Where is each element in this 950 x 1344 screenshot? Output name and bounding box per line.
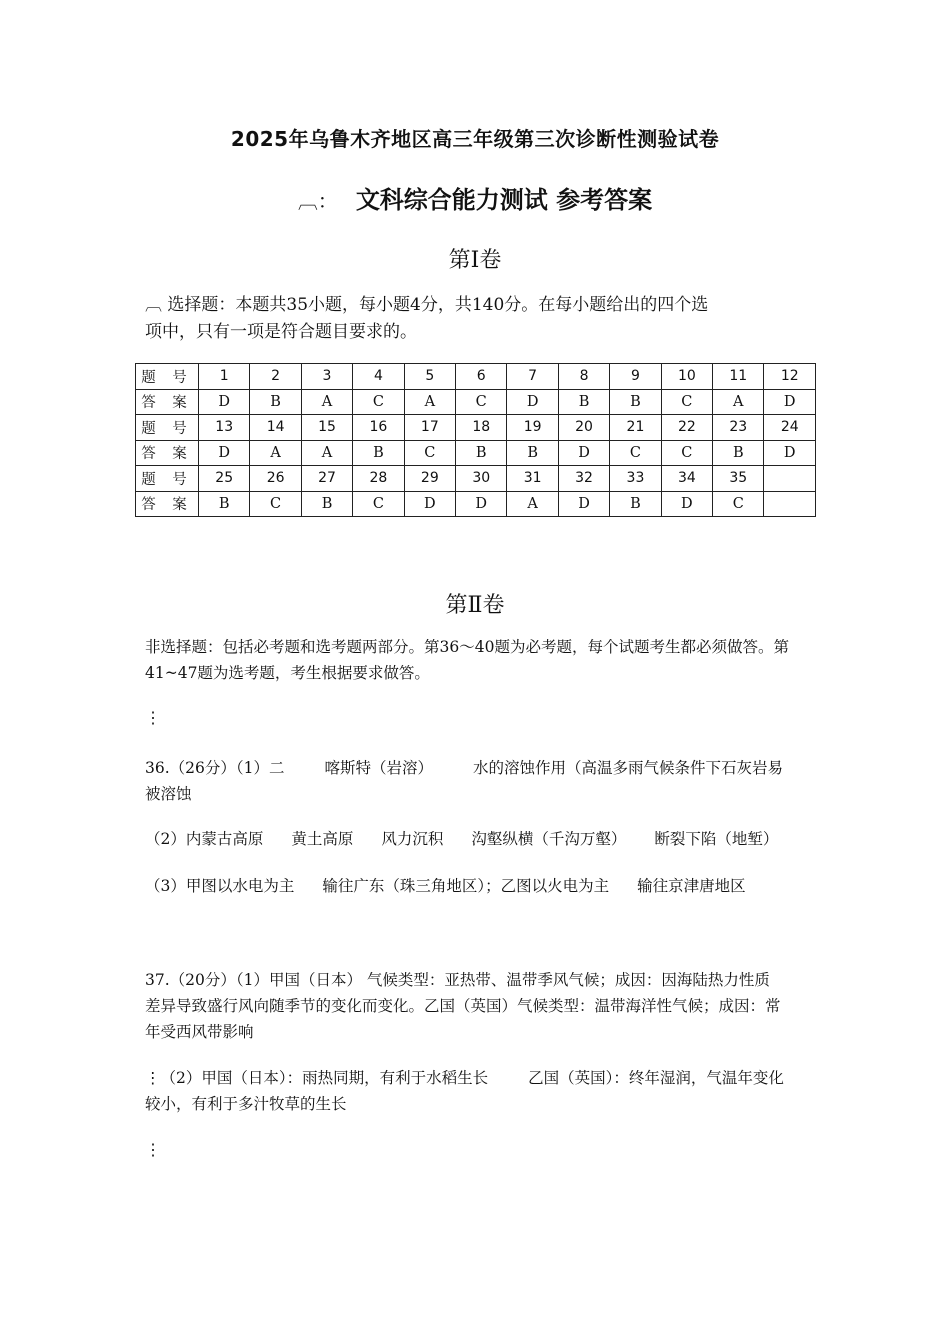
table-row [136,440,816,466]
answer-cell: D [764,389,816,415]
q36-part1-b: 喀斯特（岩溶） [324,759,434,777]
answer-cell: A [250,440,301,466]
answer-cell: C [661,389,712,415]
answer-cell: A [301,389,352,415]
question-number: 24 [764,415,816,441]
q36-part3-item: 输往广东（珠三角地区）；乙图以火电为主 [322,877,610,895]
answer-cell: C [404,440,455,466]
q36-part2 [145,826,805,852]
question-number: 22 [661,415,712,441]
table-row [136,466,816,492]
question-number: 17 [404,415,455,441]
question-number: 8 [558,364,609,390]
question-number: 18 [456,415,507,441]
question-label: 题 号 [136,364,199,390]
answer-cell: A [713,389,764,415]
q36-part3-item: 输往京津唐地区 [637,877,746,895]
ellipsis-mark: ⋮ [145,1140,161,1159]
part1-intro [145,292,805,346]
question-number: 19 [507,415,558,441]
q37-line3: 年受西风带影响 [145,1023,254,1041]
answer-cell: B [610,491,661,517]
answer-cell: C [610,440,661,466]
question-number: 6 [456,364,507,390]
question-number: 31 [507,466,558,492]
q36-part3 [145,873,805,899]
ellipsis-mark: ⋮ [145,708,161,727]
q37-part2 [145,1065,805,1117]
question-number: 32 [558,466,609,492]
question-number: 21 [610,415,661,441]
question-label: 题 号 [136,415,199,441]
question-number: 12 [764,364,816,390]
question-number: 13 [199,415,250,441]
question-number: 26 [250,466,301,492]
question-number: 16 [353,415,404,441]
answer-cell: C [661,440,712,466]
answer-cell: B [507,440,558,466]
answer-label: 答 案 [136,491,199,517]
answer-cell: B [558,389,609,415]
q36-answer [145,755,805,807]
table-row [136,389,816,415]
q37-part2-b: 乙国（英国）：终年湿润，气温年变化 [528,1069,784,1087]
answer-cell: D [456,491,507,517]
question-number: 14 [250,415,301,441]
question-number: 3 [301,364,352,390]
q37-line2: 差异导致盛行风向随季节的变化而变化。乙国（英国）气候类型：温带海洋性气候；成因：常 [145,997,781,1015]
question-number: 34 [661,466,712,492]
answer-table [135,363,816,517]
answer-cell: D [199,440,250,466]
answer-cell: A [301,440,352,466]
question-number: 1 [199,364,250,390]
q37-part2-line1 [145,1065,805,1091]
answer-cell: C [713,491,764,517]
question-number: 4 [353,364,404,390]
q37-line1: 37.（20分）（1）甲国（日本） 气候类型：亚热带、温带季风气候；成因：因海陆热力性质 [145,971,770,989]
q36-line1 [145,755,805,781]
part1-heading: 第Ⅰ卷 [448,248,502,273]
answer-cell: B [456,440,507,466]
q36-part2-item: 沟壑纵横（千沟万壑） [471,830,627,848]
q36-part2-item: 风力沉积 [381,830,444,848]
question-number: 15 [301,415,352,441]
answer-cell: D [507,389,558,415]
q36-part2-item: 黄土高原 [291,830,354,848]
q36-part2-item: 断裂下陷（地堑） [654,830,779,848]
answer-cell: C [250,491,301,517]
subtitle-text: 文科综合能力测试 参考答案 [355,186,653,214]
answer-cell: D [764,440,816,466]
question-number [764,466,816,492]
question-number: 20 [558,415,609,441]
q36-line2: 被溶蚀 [145,785,192,803]
part2-intro-line1: 非选择题：包括必考题和选考题两部分。第36～40题为必考题，每个试题考生都必须做答。第 [145,638,789,656]
answer-cell: D [558,440,609,466]
answer-cell: D [558,491,609,517]
answer-label: 答 案 [136,389,199,415]
answer-label: 答 案 [136,440,199,466]
question-number: 35 [713,466,764,492]
question-number: 28 [353,466,404,492]
exam-title: 2025年乌鲁木齐地区高三年级第三次诊断性测验试卷 [230,127,720,151]
part1-intro-line2: 项中，只有一项是符合题目要求的。 [145,322,417,342]
question-number: 30 [456,466,507,492]
q36-part1-a: 36.（26分）（1）二 [145,759,285,777]
question-number: 25 [199,466,250,492]
answer-cell: C [456,389,507,415]
question-label: 题 号 [136,466,199,492]
answer-cell: B [199,491,250,517]
answer-cell [764,491,816,517]
answer-cell: B [250,389,301,415]
q37-part2-line2: 较小，有利于多汁牧草的生长 [145,1095,347,1113]
question-number: 7 [507,364,558,390]
answer-cell: D [199,389,250,415]
part2-intro [145,634,805,686]
q36-part2-item: （2）内蒙古高原 [145,830,264,848]
answer-subtitle [0,180,950,215]
question-number: 27 [301,466,352,492]
answer-cell: C [353,389,404,415]
answer-cell: C [353,491,404,517]
answer-cell: D [661,491,712,517]
question-number: 2 [250,364,301,390]
part2-heading: 第Ⅱ卷 [445,593,505,618]
question-number: 5 [404,364,455,390]
part2-intro-line2: 41~47题为选考题，考生根据要求做答。 [145,664,430,682]
answer-cell: A [507,491,558,517]
question-number: 10 [661,364,712,390]
answer-cell: B [713,440,764,466]
q36-part1-c: 水的溶蚀作用（高温多雨气候条件下石灰岩易 [473,759,784,777]
question-number: 11 [713,364,764,390]
subtitle-prefix: ︹： [297,189,338,213]
question-number: 9 [610,364,661,390]
question-number: 23 [713,415,764,441]
answer-cell: B [301,491,352,517]
table-row [136,415,816,441]
q36-part3-item: （3）甲图以水电为主 [145,877,295,895]
q37-answer [145,967,805,1045]
table-row [136,364,816,390]
question-number: 29 [404,466,455,492]
answer-cell: D [404,491,455,517]
q37-part2-a: ⋮（2）甲国（日本）：雨热同期，有利于水稻生长 [145,1069,489,1087]
answer-cell: A [404,389,455,415]
part1-intro-line1: ︹ 选择题：本题共35小题，每小题4分，共140分。在每小题给出的四个选 [145,295,709,315]
answer-cell: B [353,440,404,466]
answer-cell: B [610,389,661,415]
table-row [136,491,816,517]
question-number: 33 [610,466,661,492]
